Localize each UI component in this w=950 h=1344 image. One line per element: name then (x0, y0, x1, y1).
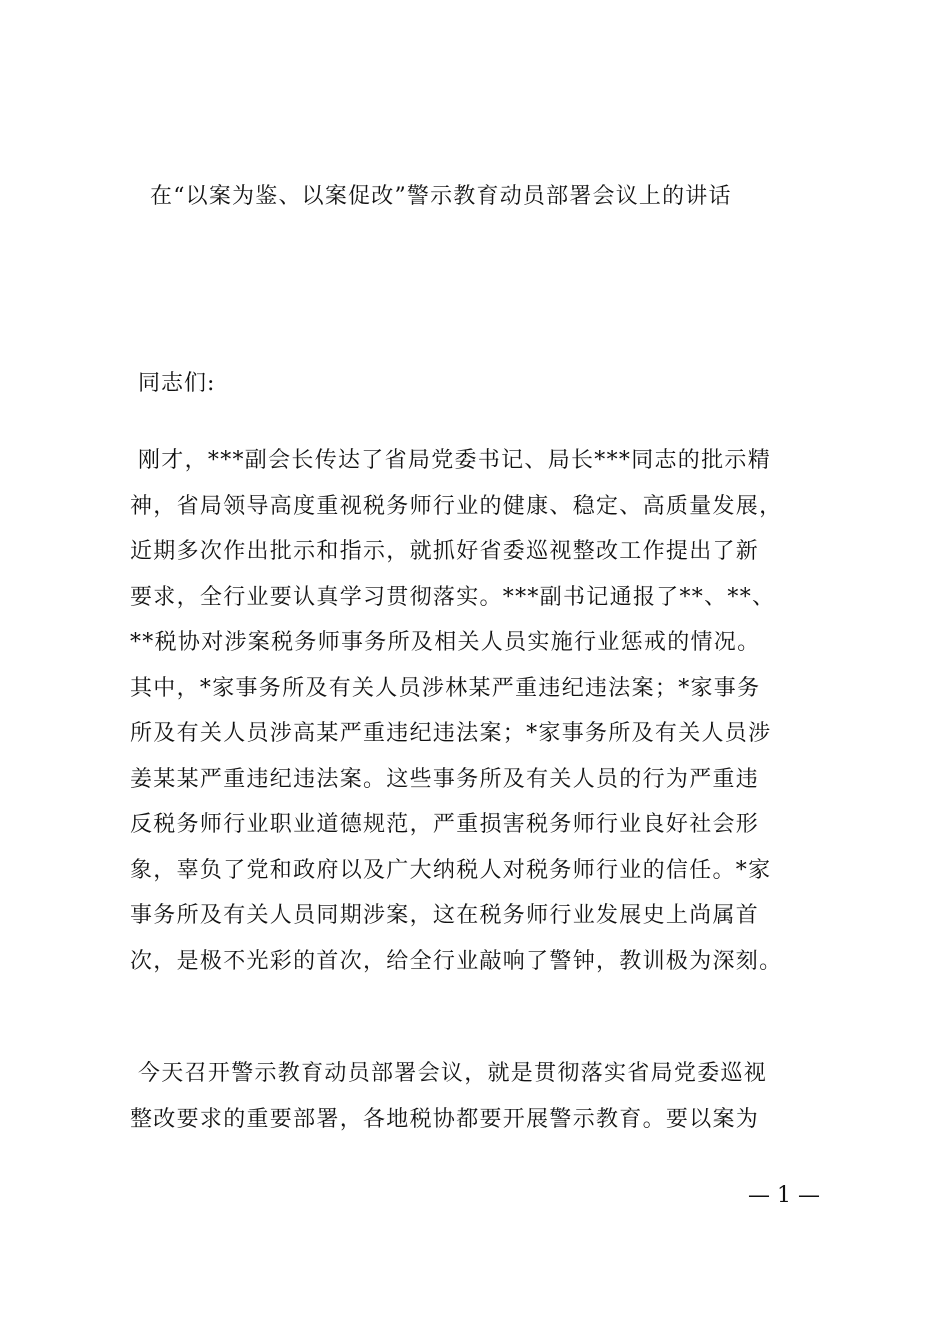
paragraph-line: 整改要求的重要部署，各地税协都要开展警示教育。要以案为 (130, 1106, 760, 1132)
page-number: — 1 — (748, 1183, 820, 1208)
paragraph-line: 神，省局领导高度重视税务师行业的健康、稳定、高质量发展， (130, 493, 783, 519)
paragraph-2 (130, 1051, 845, 1142)
paragraph-line: 次，是极不光彩的首次，给全行业敲响了警钟，教训极为深刻。 (130, 948, 783, 974)
paragraph-line: 事务所及有关人员同期涉案，这在税务师行业发展史上尚属首 (130, 903, 760, 928)
paragraph-line: 今天召开警示教育动员部署会议，就是贯彻落实省局党委巡视 (138, 1061, 768, 1086)
paragraph-1 (130, 438, 845, 984)
document-title: 在“以案为鉴、以案促改”警示教育动员部署会议上的讲话 (150, 184, 732, 209)
paragraph-line: 近期多次作出批示和指示，就抓好省委巡视整改工作提出了新 (130, 539, 760, 564)
salutation: 同志们: (138, 371, 216, 396)
paragraph-line: 象，辜负了党和政府以及广大纳税人对税务师行业的信任。*家 (130, 857, 772, 883)
paragraph-line: 反税务师行业职业道德规范，严重损害税务师行业良好社会形 (130, 812, 760, 837)
paragraph-line: 其中，*家事务所及有关人员涉林某严重违纪违法案；*家事务 (130, 675, 761, 701)
paragraph-line: **税协对涉案税务师事务所及相关人员实施行业惩戒的情况。 (130, 630, 761, 655)
paragraph-line: 所及有关人员涉高某严重违纪违法案；*家事务所及有关人员涉 (130, 721, 772, 746)
paragraph-line: 要求，全行业要认真学习贯彻落实。***副书记通报了**、**、 (130, 584, 776, 610)
paragraph-line: 刚才，***副会长传达了省局党委书记、局长***同志的批示精 (138, 448, 772, 473)
paragraph-line: 姜某某严重违纪违法案。这些事务所及有关人员的行为严重违 (130, 766, 760, 792)
